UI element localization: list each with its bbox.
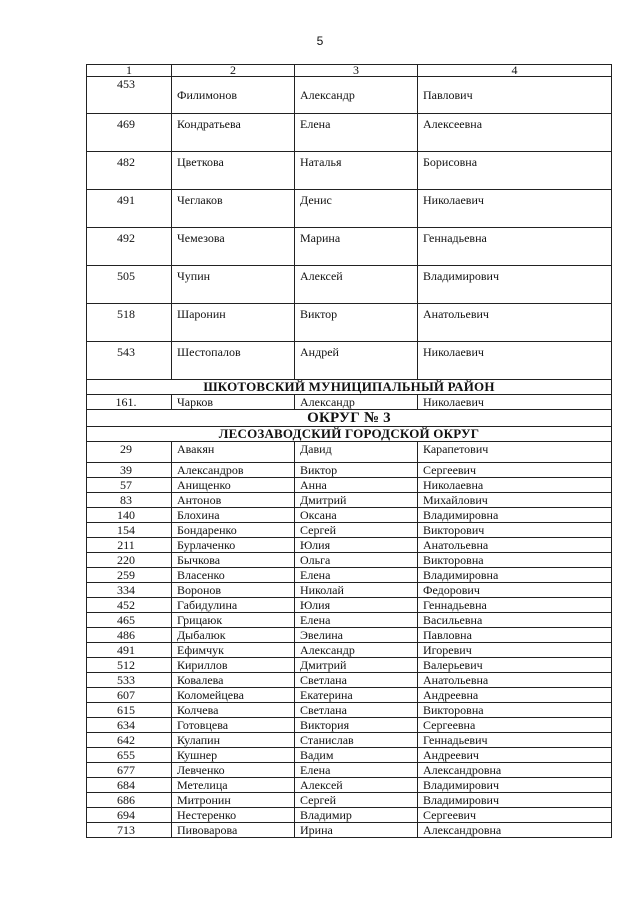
row-number: 140 [87,508,172,523]
row-number: 543 [87,342,172,380]
surname-cell: Коломейцева [172,688,295,703]
district-heading: ШКОТОВСКИЙ МУНИЦИПАЛЬНЫЙ РАЙОН [87,380,612,395]
row-number: 694 [87,808,172,823]
table-row [87,733,612,748]
patronymic-cell: Николаевна [418,478,612,493]
row-number: 684 [87,778,172,793]
patronymic-cell: Андреевич [418,748,612,763]
name-cell: Марина [295,228,418,266]
section-row [87,427,612,442]
patronymic-cell: Валерьевич [418,658,612,673]
surname-cell: Ефимчук [172,643,295,658]
members-table [86,64,612,838]
patronymic-cell: Владимировна [418,508,612,523]
row-number: 533 [87,673,172,688]
surname-cell: Кириллов [172,658,295,673]
row-number: 713 [87,823,172,838]
name-cell: Анна [295,478,418,493]
table-row [87,553,612,568]
table-row [87,114,612,152]
row-number: 334 [87,583,172,598]
table-row [87,763,612,778]
surname-cell: Метелица [172,778,295,793]
row-number: 39 [87,463,172,478]
surname-cell: Габидулина [172,598,295,613]
table-row [87,478,612,493]
surname-cell: Чупин [172,266,295,304]
name-cell: Елена [295,114,418,152]
surname-cell: Дыбалюк [172,628,295,643]
patronymic-cell: Алексеевна [418,114,612,152]
surname-cell: Колчева [172,703,295,718]
table-row [87,703,612,718]
surname-cell: Кушнер [172,748,295,763]
name-cell: Виктор [295,463,418,478]
patronymic-cell: Николаевич [418,395,612,410]
table-row [87,395,612,410]
table-row [87,583,612,598]
patronymic-cell: Геннадьевна [418,228,612,266]
surname-cell: Чемезова [172,228,295,266]
column-header: 3 [295,65,418,77]
patronymic-cell: Анатольевна [418,538,612,553]
table-row [87,658,612,673]
name-cell: Дмитрий [295,658,418,673]
section-row [87,380,612,395]
name-cell: Наталья [295,152,418,190]
surname-cell: Ковалева [172,673,295,688]
patronymic-cell: Геннадьевич [418,733,612,748]
name-cell: Сергей [295,793,418,808]
table-row [87,778,612,793]
table-row [87,628,612,643]
patronymic-cell: Викторович [418,523,612,538]
row-number: 29 [87,442,172,463]
table-row [87,613,612,628]
row-number: 607 [87,688,172,703]
surname-cell: Митронин [172,793,295,808]
patronymic-cell: Анатольевич [418,304,612,342]
table-row [87,228,612,266]
column-header: 2 [172,65,295,77]
row-number: 491 [87,190,172,228]
row-number: 677 [87,763,172,778]
surname-cell: Цветкова [172,152,295,190]
surname-cell: Власенко [172,568,295,583]
surname-cell: Александров [172,463,295,478]
district-heading: ЛЕСОЗАВОДСКИЙ ГОРОДСКОЙ ОКРУГ [87,427,612,442]
name-cell: Давид [295,442,418,463]
table-row [87,673,612,688]
surname-cell: Бондаренко [172,523,295,538]
patronymic-cell: Павловна [418,628,612,643]
table-row [87,463,612,478]
table-row [87,808,612,823]
name-cell: Алексей [295,266,418,304]
name-cell: Эвелина [295,628,418,643]
name-cell: Алексей [295,778,418,793]
patronymic-cell: Михайлович [418,493,612,508]
name-cell: Александр [295,643,418,658]
table-row [87,688,612,703]
table-row [87,568,612,583]
row-number: 518 [87,304,172,342]
patronymic-cell: Федорович [418,583,612,598]
table-row [87,152,612,190]
table-row [87,748,612,763]
surname-cell: Грицаюк [172,613,295,628]
row-number: 505 [87,266,172,304]
column-number-row [87,65,612,77]
surname-cell: Шаронин [172,304,295,342]
name-cell: Александр [295,77,418,114]
surname-cell: Готовцева [172,718,295,733]
row-number: 491 [87,643,172,658]
column-header: 4 [418,65,612,77]
patronymic-cell: Сергеевна [418,718,612,733]
name-cell: Александр [295,395,418,410]
name-cell: Сергей [295,523,418,538]
table-row [87,77,612,114]
surname-cell: Антонов [172,493,295,508]
surname-cell: Пивоварова [172,823,295,838]
table-row [87,342,612,380]
surname-cell: Нестеренко [172,808,295,823]
name-cell: Андрей [295,342,418,380]
surname-cell: Кулапин [172,733,295,748]
patronymic-cell: Геннадьевна [418,598,612,613]
surname-cell: Бычкова [172,553,295,568]
name-cell: Станислав [295,733,418,748]
table-row [87,718,612,733]
row-number: 211 [87,538,172,553]
row-number: 615 [87,703,172,718]
name-cell: Виктор [295,304,418,342]
name-cell: Дмитрий [295,493,418,508]
surname-cell: Воронов [172,583,295,598]
name-cell: Светлана [295,703,418,718]
name-cell: Ольга [295,553,418,568]
row-number: 655 [87,748,172,763]
table-row [87,793,612,808]
surname-cell: Шестопалов [172,342,295,380]
table-row [87,442,612,463]
surname-cell: Чарков [172,395,295,410]
name-cell: Денис [295,190,418,228]
row-number: 154 [87,523,172,538]
table-row [87,304,612,342]
page-number: 5 [316,34,324,48]
patronymic-cell: Павлович [418,77,612,114]
row-number: 512 [87,658,172,673]
surname-cell: Филимонов [172,77,295,114]
name-cell: Екатерина [295,688,418,703]
surname-cell: Анищенко [172,478,295,493]
patronymic-cell: Сергеевич [418,808,612,823]
row-number: 469 [87,114,172,152]
table-row [87,598,612,613]
patronymic-cell: Анатольевна [418,673,612,688]
row-number: 465 [87,613,172,628]
row-number: 686 [87,793,172,808]
table-row [87,266,612,304]
name-cell: Елена [295,568,418,583]
patronymic-cell: Андреевна [418,688,612,703]
patronymic-cell: Николаевич [418,342,612,380]
surname-cell: Бурлаченко [172,538,295,553]
row-number: 482 [87,152,172,190]
table-row [87,823,612,838]
column-header: 1 [87,65,172,77]
patronymic-cell: Владимировна [418,568,612,583]
patronymic-cell: Владимирович [418,793,612,808]
table-row [87,493,612,508]
surname-cell: Блохина [172,508,295,523]
patronymic-cell: Викторовна [418,703,612,718]
patronymic-cell: Карапетович [418,442,612,463]
name-cell: Оксана [295,508,418,523]
patronymic-cell: Александровна [418,763,612,778]
name-cell: Вадим [295,748,418,763]
surname-cell: Авакян [172,442,295,463]
row-number: 83 [87,493,172,508]
name-cell: Николай [295,583,418,598]
row-number: 486 [87,628,172,643]
table-row [87,190,612,228]
table-row [87,538,612,553]
row-number: 492 [87,228,172,266]
row-number: 642 [87,733,172,748]
patronymic-cell: Николаевич [418,190,612,228]
row-number: 220 [87,553,172,568]
surname-cell: Левченко [172,763,295,778]
name-cell: Юлия [295,538,418,553]
okrug-heading: ОКРУГ № 3 [87,410,612,427]
table-row [87,508,612,523]
row-number: 57 [87,478,172,493]
patronymic-cell: Васильевна [418,613,612,628]
patronymic-cell: Викторовна [418,553,612,568]
row-number: 452 [87,598,172,613]
row-number: 259 [87,568,172,583]
surname-cell: Кондратьева [172,114,295,152]
row-number: 453 [87,77,172,114]
name-cell: Юлия [295,598,418,613]
patronymic-cell: Александровна [418,823,612,838]
patronymic-cell: Владимирович [418,266,612,304]
patronymic-cell: Борисовна [418,152,612,190]
name-cell: Виктория [295,718,418,733]
name-cell: Ирина [295,823,418,838]
patronymic-cell: Владимирович [418,778,612,793]
name-cell: Елена [295,613,418,628]
row-number: 634 [87,718,172,733]
table-row [87,643,612,658]
name-cell: Елена [295,763,418,778]
patronymic-cell: Сергеевич [418,463,612,478]
name-cell: Светлана [295,673,418,688]
table-row [87,523,612,538]
row-number: 161. [87,395,172,410]
name-cell: Владимир [295,808,418,823]
section-row [87,410,612,427]
patronymic-cell: Игоревич [418,643,612,658]
surname-cell: Чеглаков [172,190,295,228]
